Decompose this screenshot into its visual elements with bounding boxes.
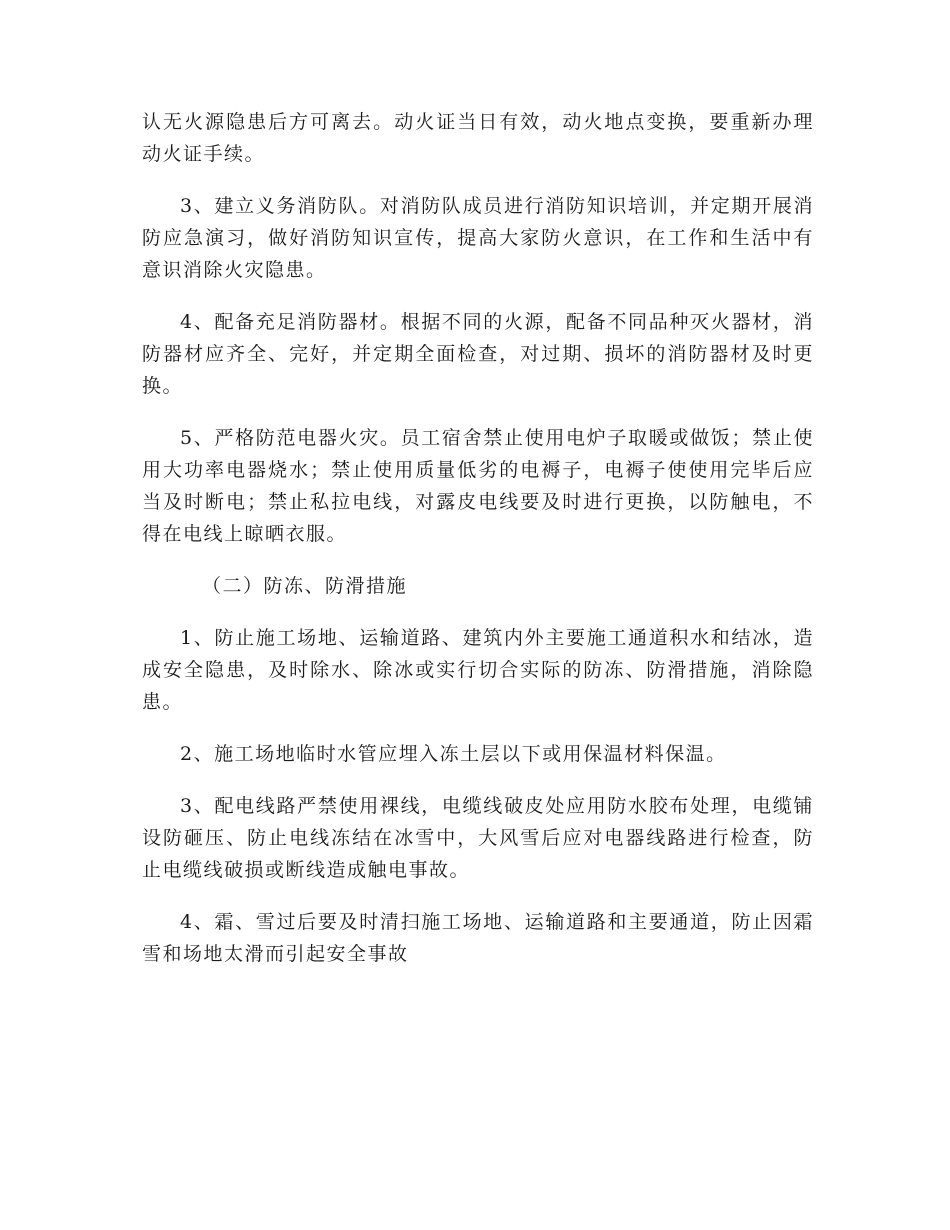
paragraph-item-1-prevent-icing: 1、防止施工场地、运输道路、建筑内外主要施工通道积水和结冰，造成安全隐患，及时除水、除冰或实行切合实际的防冻、防滑措施，消除隐患。 — [142, 627, 814, 713]
document-body — [142, 106, 814, 990]
paragraph-item-2-water-pipes: 2、施工场地临时水管应埋入冻土层以下或用保温材料保温。 — [180, 743, 727, 765]
paragraph-item-4-snow-clearing: 4、霜、雪过后要及时清扫施工场地、运输道路和主要通道，防止因霜雪和场地太滑而引起安全事故 — [142, 911, 814, 965]
paragraph-item-3-power-lines: 3、配电线路严禁使用裸线，电缆线破皮处应用防水胶布处理，电缆铺设防砸压、防止电线冻结在冰雪中，大风雪后应对电器线路进行检查，防止电缆线破损或断线造成触电事故。 — [142, 795, 814, 881]
paragraph-item-5-electrical-fire: 5、严格防范电器火灾。员工宿舍禁止使用电炉子取暖或做饭；禁止使用大功率电器烧水；禁止使用质量低劣的电褥子，电褥子使使用完毕后应当及时断电；禁止私拉电线，对露皮电线要及时进行更换，以防触电，不得在电线上晾晒衣服。 — [142, 427, 814, 545]
paragraph-item-3-volunteer-fire-brigade: 3、建立义务消防队。对消防队成员进行消防知识培训，并定期开展消防应急演习，做好消防知识宣传，提高大家防火意识，在工作和生活中有意识消除火灾隐患。 — [142, 195, 814, 281]
section-heading-anti-freeze-anti-slip: （二）防冻、防滑措施 — [202, 575, 408, 597]
paragraph-item-4-fire-equipment: 4、配备充足消防器材。根据不同的火源，配备不同品种灭火器材，消防器材应齐全、完好，并定期全面检查，对过期、损坏的消防器材及时更换。 — [142, 311, 814, 397]
paragraph-continuation: 认无火源隐患后方可离去。动火证当日有效，动火地点变换，要重新办理动火证手续。 — [142, 111, 814, 165]
